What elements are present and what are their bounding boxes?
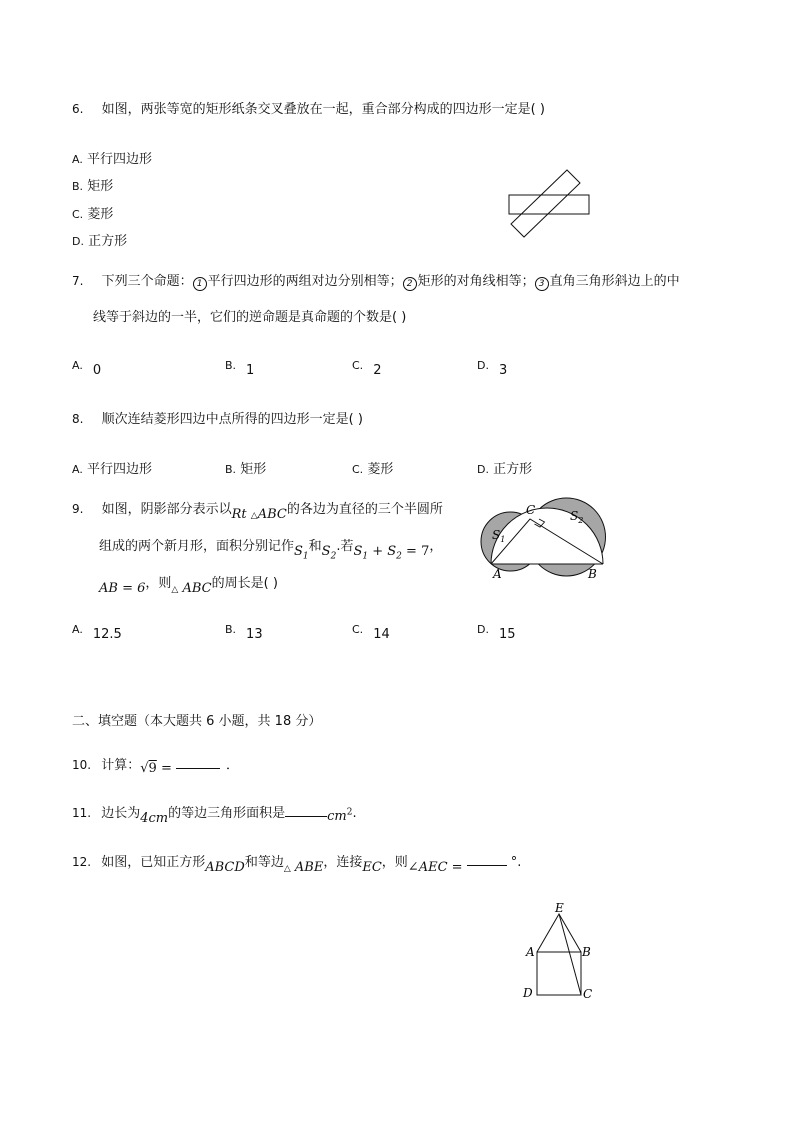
q8-option-b[interactable]: B. 矩形 — [225, 462, 267, 477]
radical-sign: √ — [140, 761, 149, 776]
q9-figure-lunes — [480, 495, 610, 583]
q12-figure-square-triangle — [515, 898, 600, 1006]
q12-line: 12. 如图，已知正方形ABCD和等边△ ABE，连接EC，则∠AEC = °. — [72, 855, 522, 875]
q7-options — [72, 358, 592, 382]
q6-number: 6. — [72, 102, 84, 116]
circle-two: 2 — [403, 277, 417, 291]
label-c: C — [526, 503, 536, 517]
q8-option-a[interactable]: A. 平行四边形 — [72, 462, 152, 477]
q8-stem-line: 8. 顺次连结菱形四边中点所得的四边形一定是( ) — [72, 412, 363, 427]
q7-stem-line1: 7. 下列三个命题： 1 平行四边形的两组对边分别相等； 2 矩形的对角线相等； 3 直角三角形斜边上的中 — [72, 274, 680, 289]
label-s2: $S_2$ — [570, 509, 584, 525]
q10-answer-blank[interactable] — [176, 756, 220, 769]
circle-three: 3 — [535, 277, 549, 291]
q7-option-d[interactable]: D. 3 — [477, 359, 508, 378]
q6-option-b[interactable]: B. 矩形 — [72, 179, 114, 194]
label-e: E — [555, 901, 564, 915]
q9-stem-line3: AB = 6，则△ ABC的周长是( ) — [99, 576, 278, 596]
label-c: C — [583, 987, 593, 1001]
q6-paren: ( ) — [530, 102, 545, 117]
q6-option-c[interactable]: C. 菱形 — [72, 207, 114, 222]
label-d: D — [523, 986, 533, 1000]
q9-option-d[interactable]: D. 15 — [477, 623, 516, 642]
label-b: B — [588, 567, 597, 581]
q6-option-d[interactable]: D. 正方形 — [72, 234, 128, 249]
label-s1: $S_1$ — [492, 528, 506, 544]
q9-options — [72, 622, 592, 646]
q6-stem: 如图，两张等宽的矩形纸条交叉叠放在一起，重合部分构成的四边形一定是 — [101, 102, 531, 117]
q8-option-c[interactable]: C. 菱形 — [352, 462, 394, 477]
label-b: B — [582, 945, 591, 959]
q9-option-c[interactable]: C. 14 — [352, 623, 390, 642]
q9-stem-line2: 组成的两个新月形，面积分别记作$S_1$和$S_2$.若$S_1 + S_2 = 7$， — [99, 539, 443, 562]
q8-option-d[interactable]: D. 正方形 — [477, 462, 533, 477]
q7-option-b[interactable]: B. 1 — [225, 359, 255, 378]
q7-stem-line2: 线等于斜边的一半，它们的逆命题是真命题的个数是( ) — [93, 310, 407, 325]
q11-answer-blank[interactable] — [285, 804, 327, 817]
q10-line: 10. 计算：√9 = ． — [72, 758, 240, 776]
q6-stem-line — [72, 98, 545, 117]
q9-option-a[interactable]: A. 12.5 — [72, 623, 122, 642]
section-heading-fill-in: 二、填空题（本大题共 6 小题，共 18 分） — [72, 714, 322, 729]
q6-option-a[interactable]: A. 平行四边形 — [72, 152, 152, 167]
q7-option-a[interactable]: A. 0 — [72, 359, 102, 378]
q6-figure-crossed-strips — [500, 165, 595, 245]
q7-option-c[interactable]: C. 2 — [352, 359, 382, 378]
label-a: A — [493, 567, 502, 581]
q9-option-b[interactable]: B. 13 — [225, 623, 263, 642]
label-a: A — [526, 945, 535, 959]
circle-one: 1 — [193, 277, 207, 291]
q9-stem-line1: 9. 如图，阴影部分表示以Rt △ABC的各边为直径的三个半圆所 — [72, 502, 443, 522]
q12-answer-blank[interactable] — [467, 853, 507, 866]
q11-line: 11. 边长为4cm的等边三角形面积是 $cm^2$. — [72, 806, 357, 826]
q8-options — [72, 458, 592, 478]
